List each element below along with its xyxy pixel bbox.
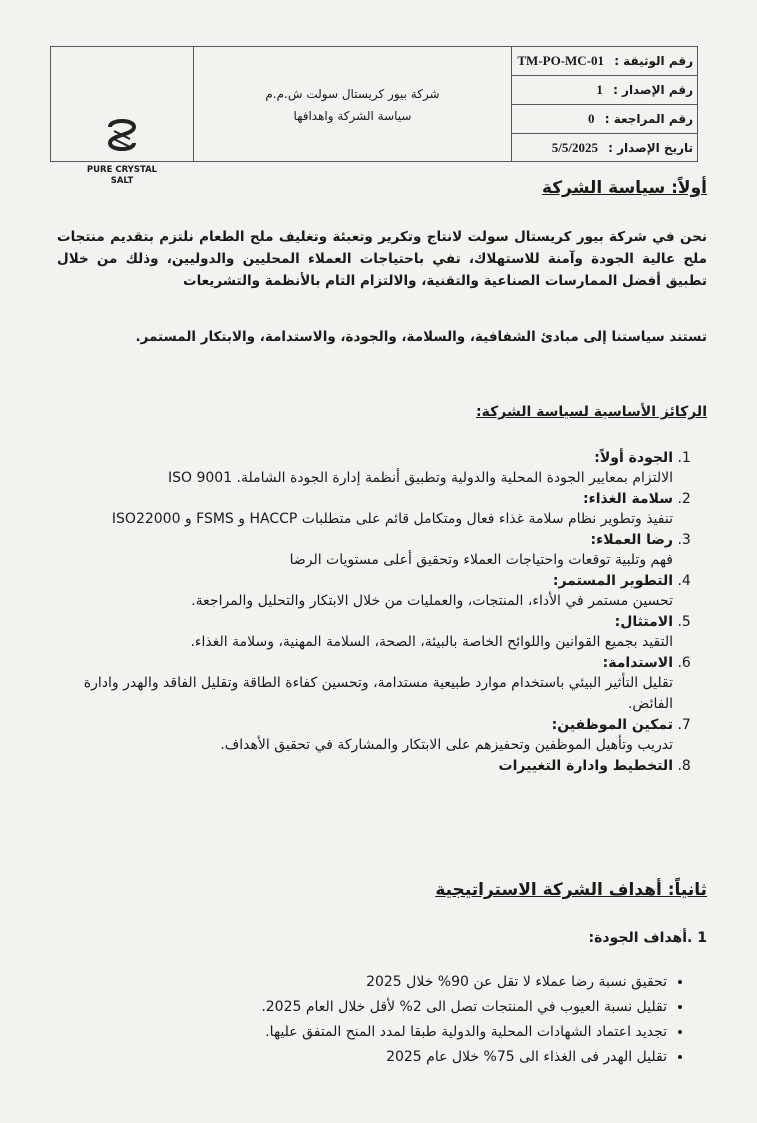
- pillar-item: [57, 715, 673, 756]
- pillar-item: [57, 653, 673, 715]
- pillar-title: 7. تمكين الموظفين:: [551, 717, 673, 733]
- pillar-title: 6. الاستدامة:: [602, 655, 673, 671]
- pillar-item: [57, 612, 673, 653]
- goal-item: • تحقيق نسبة رضا عملاء لا تقل عن 90% خلال 2025: [147, 970, 667, 995]
- goal-item: • تقليل نسبة العيوب في المنتجات تصل الى 2% لأقل خلال العام 2025.: [147, 995, 667, 1020]
- company-name: شركة بيور كريستال سولت ش.م.م: [265, 87, 440, 101]
- pillar-item: [57, 489, 673, 530]
- policy-principles: تستند سياستنا إلى مبادئ الشفافية، والسلامة، والجودة، والاستدامة، والابتكار المستمر.: [135, 329, 707, 345]
- issue-number-label: رقم الإصدار :: [613, 83, 693, 97]
- revision-value: 0: [588, 111, 595, 126]
- issue-number-row: [512, 76, 697, 105]
- quality-goals-heading: 1 .أهداف الجودة:: [588, 930, 707, 946]
- pillar-description: الالتزام بمعايير الجودة المحلية والدولية وتطبيق أنظمة إدارة الجودة الشاملة. ISO 9001: [167, 470, 673, 486]
- logo-text-line1: PURE CRYSTAL: [86, 165, 158, 175]
- pillar-item: [57, 571, 673, 612]
- pillar-item: [57, 756, 673, 776]
- logo-cell: [51, 47, 194, 186]
- pillar-title: 8. التخطيط وادارة التغييرات: [498, 758, 673, 774]
- pillar-description: تحسين مستمر في الأداء، المنتجات، والعمليات من خلال الابتكار والتحليل والمراجعة.: [191, 593, 673, 609]
- company-logo-icon: [106, 117, 138, 161]
- pillar-title: 2. سلامة الغذاء:: [582, 491, 673, 507]
- pillar-item: [57, 448, 673, 489]
- goal-item: • تقليل الهدر فى الغذاء الى 75% خلال عام 2025: [147, 1045, 667, 1070]
- pillars-list: [57, 448, 707, 776]
- issue-number-value: 1: [596, 82, 603, 97]
- pillar-title: 1. الجودة أولاً:: [594, 450, 673, 466]
- goal-item: • تجديد اعتماد الشهادات المحلية والدولية طبقا لمدد المنح المتفق عليها.: [147, 1020, 667, 1045]
- doc-number-value: TM-PO-MC-01: [517, 53, 605, 68]
- logo-wordmark: [51, 165, 193, 187]
- pillar-description: فهم وتلبية توقعات واحتياجات العملاء وتحقيق أعلى مستويات الرضا: [289, 552, 673, 568]
- policy-heading: أولاً: سياسة الشركة: [541, 178, 707, 198]
- policy-paragraph: نحن في شركة بيور كريستال سولت لانتاج وتكرير وتعبئة وتغليف ملح الطعام نلتزم بتقديم منتجات ملح عالية الجودة وآمنة للاستهلاك، تفي باحتياجات العملاء المحليين والدوليين، وذلك من خلال تطبيق أفضل الممارسات الصناعية والتقنية، والالتزام التام بالأنظمة والتشريعات: [57, 229, 707, 289]
- pillar-description: تدريب وتأهيل الموظفين وتحفيزهم على الابتكار والمشاركة في تحقيق الأهداف.: [220, 737, 673, 753]
- revision-row: [512, 105, 697, 134]
- pillar-title: 5. الامتثال:: [614, 614, 673, 630]
- issue-date-value: 5/5/2025: [551, 140, 598, 155]
- header-meta-cell: [512, 47, 697, 161]
- pillar-description: التقيد بجميع القوانين واللوائح الخاصة بالبيئة، الصحة، السلامة المهنية، وسلامة الغذاء.: [190, 634, 673, 650]
- pillar-title: 4. التطوير المستمر:: [552, 573, 673, 589]
- pillar-description: تنفيذ وتطوير نظام سلامة غذاء فعال ومتكامل قائم على متطلبات HACCP و FSMS و ISO22000: [111, 511, 673, 527]
- pillar-title: 3. رضا العملاء:: [590, 532, 673, 548]
- revision-label: رقم المراجعة :: [604, 112, 693, 126]
- document-title: سياسة الشركة واهدافها: [293, 109, 412, 123]
- document-header: [50, 46, 698, 186]
- pillar-description: تقليل التأثير البيئي باستخدام موارد طبيعية مستدامة، وتحسين كفاءة الطاقة وتقليل الفاقد والهدر وادارة الفائض.: [83, 675, 673, 712]
- objectives-heading: ثانياً: أهداف الشركة الاستراتيجية: [435, 880, 707, 900]
- pillars-heading: الركائز الأساسية لسياسة الشركة:: [476, 404, 707, 420]
- pillar-item: [57, 530, 673, 571]
- issue-date-row: [512, 134, 697, 163]
- issue-date-label: تاريخ الإصدار :: [608, 141, 693, 155]
- logo-text-line2: SALT: [110, 176, 134, 186]
- doc-number-row: [512, 47, 697, 76]
- doc-number-label: رقم الوثيقة :: [614, 54, 693, 68]
- quality-goals-list: [147, 970, 689, 1070]
- header-title-cell: [194, 47, 512, 161]
